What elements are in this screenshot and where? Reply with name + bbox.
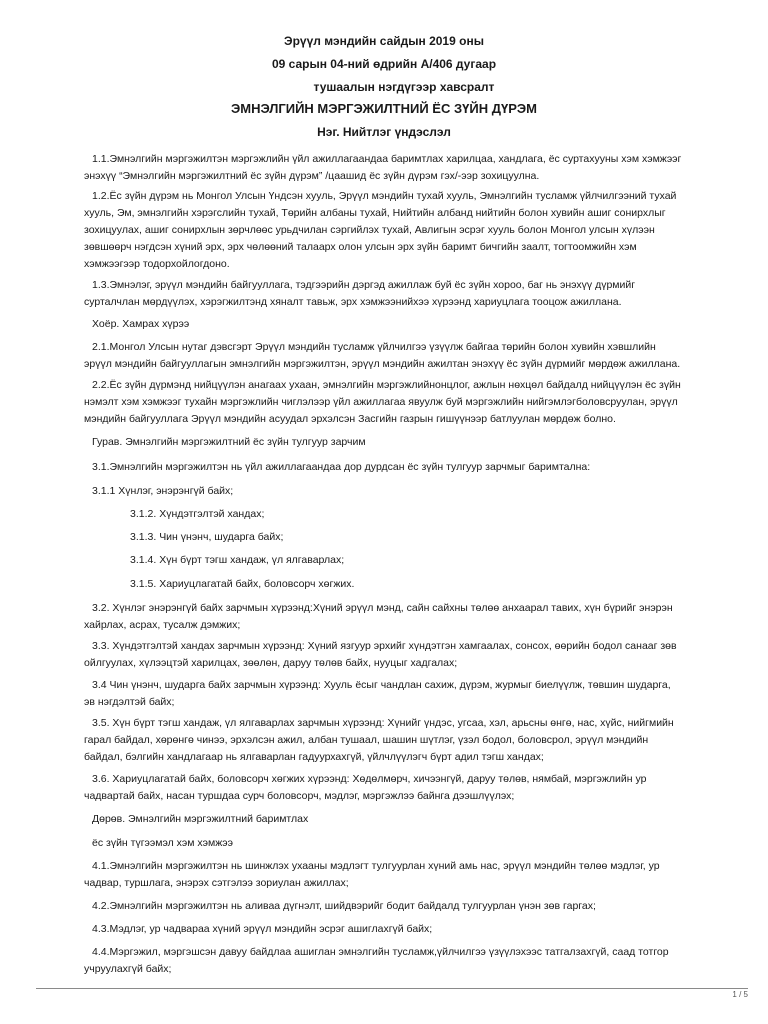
section-heading-4-line-2: ёс зүйн түгээмэл хэм хэмжээ xyxy=(92,837,233,849)
paragraph-4-2: 4.2.Эмнэлгийн мэргэжилтэн нь аливаа дүгнэлт, шийдвэрийг бодит байдалд тулгуурлан үнэн зөв гаргах; xyxy=(92,900,596,912)
paragraph-3-2: 3.2. Хүнлэг энэрэнгүй байх зарчмын хүрээнд:Хүний эрүүл мэнд, сайн сайхны төлөө анхаарал тавих, хүн бүрийг энэрэн хайрлах, асрах, тусалж дэмжих; xyxy=(84,602,673,631)
paragraph-2-2: 2.2.Ёс зүйн дүрмэнд нийцүүлэн анагаах ухаан, эмнэлгийн мэргэжлийнонцлог, ажлын нөхцөл байдалд нийцүүлэн ёс зүйн нэмэлт хэм хэмжээг тухайн мэргэжлийн чиглэлээр үйл ажиллагаа явуулж буй мэргэжлийн нийгэмлэгболовсруулан, эрүүл мэндийн байгууллага Эрүүл мэндийн асуудал эрхэлсэн Засгийн газрын гишүүнээр батлуулан мөрдөж болно. xyxy=(84,379,681,425)
header-line-1: Эрүүл мэндийн сайдын 2019 оны xyxy=(284,34,484,48)
paragraph-4-1: 4.1.Эмнэлгийн мэргэжилтэн нь шинжлэх ухааны мэдлэгт тулгуурлан хүний амь нас, эрүүл мэндийн төлөө мэдлэг, ур чадвар, туршлага, энэрэх сэтгэлээ зориулан ажиллах; xyxy=(84,860,660,889)
paragraph-1-3: 1.3.Эмнэлэг, эрүүл мэндийн байгууллага, тэдгээрийн дэргэд ажиллаж буй ёс зүйн хороо, баг нь энэхүү дүрмийг сурталчлан мөрдүүлэх, хэрэгжилтэнд хяналт тавьж, эрх хэмжээнийхээ хүрээнд хариуцлага тооцож ажиллана. xyxy=(84,279,636,308)
paragraph-1-2: 1.2.Ёс зүйн дүрэм нь Монгол Улсын Үндсэн хууль, Эрүүл мэндийн тухай хууль, Эмнэлгийн тусламж үйлчилгээний тухай хууль, Эм, эмнэлгийн хэрэгслийн тухай, Төрийн албаны тухай, Нийтийн албанд нийтийн болон хувийн ашиг сонирхлыг зохицуулах, ашиг сонирхлын зөрчлөөс урьдчилан сэргийлэх тухай, Авлигын эсрэг хууль болон Монгол улсын хүлээн зөвшөөрч нэгдсэн хүний эрх, эрх чөлөөний талаарх олон улсын эрх зүйн баримт бичгийн заалт, тогтоомжийн хэм хэмжээгээр тодорхойлогдоно. xyxy=(84,190,677,270)
section-heading-4-line-1: Дөрөв. Эмнэлгийн мэргэжилтний баримтлах xyxy=(92,813,309,825)
paragraph-3-5: 3.5. Хүн бүрт тэгш хандаж, үл ялгаварлах зарчмын хүрээнд: Хүнийг үндэс, угсаа, хэл, арьсны өнгө, нас, хүйс, нийгмийн гарал байдал, хөрөнгө чинээ, эрхэлсэн ажил, албан тушаал, шашин шүтлэг, үзэл бодол, боловсрол, эрүүл мэндийн байдал, бэлгийн хандлагаар нь ялгаварлан гадуурхахгүй, үйлчлүүлэгч бүрт адил тэгш хандах; xyxy=(84,717,674,763)
list-item-3-1-2: 3.1.2. Хүндэтгэлтэй хандах; xyxy=(130,508,265,520)
paragraph-3-4: 3.4 Чин үнэнч, шударга байх зарчмын хүрээнд: Хууль ёсыг чандлан сахиж, дүрэм, журмыг биелүүлж, төвшин шударга, эв нэгдэлтэй байх; xyxy=(84,679,671,708)
header-line-3: тушаалын нэгдүгээр хавсралт xyxy=(313,80,495,94)
paragraph-3-6: 3.6. Хариуцлагатай байх, боловсорч хөгжих хүрээнд: Хөдөлмөрч, хичээнгүй, даруу төлөв, нямбай, мэргэжлийн ур чадвартай байх, насан туршдаа сурч боловсорч, мэдлэг, мэргэжлээ байнга дээшлүүлэх; xyxy=(84,773,647,802)
list-item-3-1-5: 3.1.5. Хариуцлагатай байх, боловсорч хөгжих. xyxy=(130,578,355,590)
paragraph-1-1: 1.1.Эмнэлгийн мэргэжилтэн мэргэжлийн үйл ажиллагаандаа баримтлах харилцаа, хандлага, ёс суртахууны хэм хэмжээг энэхүү “Эмнэлгийн мэргэжилтний ёс зүйн дүрэм” /цаашид ёс зүйн дүрэм гэх/-ээр зохицуулна. xyxy=(84,153,682,182)
document-title: ЭМНЭЛГИЙН МЭРГЭЖИЛТНИЙ ЁС ЗҮЙН ДҮРЭМ xyxy=(231,101,537,116)
section-heading-1: Нэг. Нийтлэг үндэслэл xyxy=(317,125,451,139)
paragraph-4-4: 4.4.Мэргэжил, мэргэшсэн давуу байдлаа ашиглан эмнэлгийн тусламж,үйлчилгээ үзүүлэхээс татгалзахгүй, саад тотгор учруулахгүй байх; xyxy=(84,946,669,975)
header-line-2: 09 сарын 04-ний өдрийн А/406 дугаар xyxy=(271,57,497,71)
list-item-3-1-4: 3.1.4. Хүн бүрт тэгш хандаж, үл ялгаварлах; xyxy=(130,554,345,566)
paragraph-3-3: 3.3. Хүндэтгэлтэй хандах зарчмын хүрээнд: Хүний язгуур эрхийг хүндэтгэн хамгаалах, сонсох, өөрийн бодол санааг зөв ойлгуулах, хүлээцтэй харилцах, зөөлөн, даруу төлөв байх, нууцыг хадгалах; xyxy=(84,640,677,669)
paragraph-3-1: 3.1.Эмнэлгийн мэргэжилтэн нь үйл ажиллагаандаа дор дурдсан ёс зүйн тулгуур зарчмыг баримтална: xyxy=(92,461,591,473)
paragraph-4-3: 4.3.Мэдлэг, ур чадвараа хүний эрүүл мэндийн эсрэг ашиглахгүй байх; xyxy=(92,923,433,935)
section-heading-2: Хоёр. Хамрах хүрээ xyxy=(92,318,190,330)
list-item-3-1-3: 3.1.3. Чин үнэнч, шударга байх; xyxy=(130,531,284,543)
footer-divider xyxy=(36,988,748,989)
section-heading-3: Гурав. Эмнэлгийн мэргэжилтний ёс зүйн тулгуур зарчим xyxy=(92,436,366,448)
paragraph-2-1: 2.1.Монгол Улсын нутаг дэвсгэрт Эрүүл мэндийн тусламж үйлчилгээ үзүүлж байгаа төрийн болон хувийн хэвшлийн эрүүл мэндийн байгууллагын эмнэлгийн мэргэжилтэн, эрүүл мэндийн ажилтан энэхүү ёс зүйн дүрмийг мөрдөж ажиллана. xyxy=(84,341,681,370)
page-number: 1 / 5 xyxy=(732,990,748,999)
list-item-3-1-1: 3.1.1 Хүнлэг, энэрэнгүй байх; xyxy=(92,485,234,497)
